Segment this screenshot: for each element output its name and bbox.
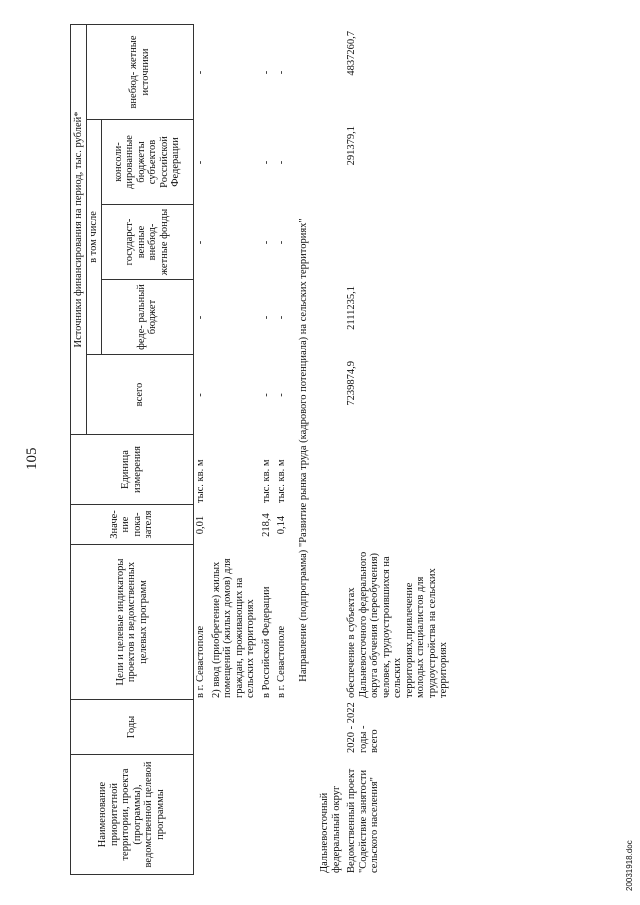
row-years <box>259 700 275 755</box>
header-value: Значе- ние пока- зателя <box>71 505 194 545</box>
row-extra: - <box>195 70 206 75</box>
project-fed: 2111235,1 <box>346 286 357 330</box>
project-row <box>344 25 452 875</box>
project-name: Ведомственный проект "Содействие занятости сельского населения" <box>346 768 380 873</box>
project-extra: 4837260,7 <box>346 31 357 76</box>
direction-title: Направление (подпрограмма) "Развитие рынка труда (кадрового потенциала) на сельских территориях" <box>297 218 309 682</box>
row-state: - <box>195 240 206 245</box>
header-extra: внебюд- жетные источники <box>87 24 194 119</box>
header-state-funds: государст- венные внебюд- жетные фонды <box>101 205 193 280</box>
row-unit: тыс. кв. м <box>276 459 287 503</box>
row-goal: в г. Севастополе <box>276 625 287 698</box>
region-name: Дальневосточный федеральный округ <box>319 785 342 873</box>
row-years <box>274 700 290 755</box>
direction-row <box>290 25 318 875</box>
row-fed: - <box>195 315 206 320</box>
row-goal: в г. Севастополе <box>195 625 206 698</box>
region-row <box>317 25 344 875</box>
table-row <box>259 25 275 875</box>
header-goals: Цели и целевые индикаторы проектов и ведомственных целевых программ <box>71 545 194 700</box>
project-goal: обеспечение в субъектах Дальневосточного федерального округа обучения (переобучения) человек, трудоустроившихся на сельских территориях,привлечение молодых специалистов для трудоустройства на сельских территориях <box>346 551 449 698</box>
row-name <box>259 755 275 875</box>
row-extra: - <box>260 70 272 75</box>
project-years: 2020 - 2022 годы - всего <box>346 702 380 753</box>
header-regional: консоли- дированные бюджеты субъектов Российской Федерации <box>101 120 193 205</box>
row-state: - <box>276 240 287 245</box>
row-extra: - <box>276 70 287 75</box>
row-total: - <box>195 393 206 397</box>
header-sources: Источники финансирования на период, тыс. рублей* <box>71 24 87 434</box>
row-total <box>209 355 259 435</box>
row-reg <box>209 120 259 205</box>
header-years: Годы <box>71 700 194 755</box>
row-reg: - <box>195 160 206 165</box>
table-header <box>70 24 194 875</box>
row-name <box>193 755 209 875</box>
table-row <box>209 25 259 875</box>
row-value: 218,4 <box>260 513 272 537</box>
header-name: Наименование приоритетной территории, проекта (программы), ведомственной целевой программы <box>71 755 194 875</box>
row-value <box>209 505 259 545</box>
header-incl: в том числе <box>87 120 102 355</box>
row-fed <box>209 280 259 355</box>
row-total: - <box>260 393 272 397</box>
row-reg: - <box>260 160 272 165</box>
row-unit: тыс. кв. м <box>260 459 272 503</box>
table-row <box>193 25 209 875</box>
row-name <box>209 755 259 875</box>
table-row <box>274 25 290 875</box>
row-value: 0,01 <box>195 515 206 535</box>
row-state <box>209 205 259 280</box>
row-years <box>209 700 259 755</box>
row-years <box>193 700 209 755</box>
row-goal: 2) ввод (приобретение) жилых помещений (жилых домов) для граждан, проживающих на сельских территориях <box>210 558 256 698</box>
header-unit: Единица измерения <box>71 435 194 505</box>
header-total: всего <box>87 355 194 435</box>
footer-doc-id: 20031918.doc <box>625 840 634 891</box>
row-unit: тыс. кв. м <box>195 459 206 503</box>
page-number: 105 <box>24 447 40 470</box>
row-fed: - <box>260 315 272 320</box>
row-state: - <box>260 240 272 245</box>
row-total: - <box>276 393 287 397</box>
row-unit <box>209 435 259 505</box>
row-fed: - <box>276 315 287 320</box>
row-name <box>274 755 290 875</box>
row-goal: в Российской Федерации <box>260 586 272 698</box>
project-total: 7239874,9 <box>346 361 357 406</box>
project-regional: 291379,1 <box>346 126 357 166</box>
header-fed: феде- ральный бюджет <box>101 280 193 355</box>
row-extra <box>209 25 259 120</box>
table-body <box>193 25 452 875</box>
row-value: 0,14 <box>276 515 287 535</box>
row-reg: - <box>276 160 287 165</box>
